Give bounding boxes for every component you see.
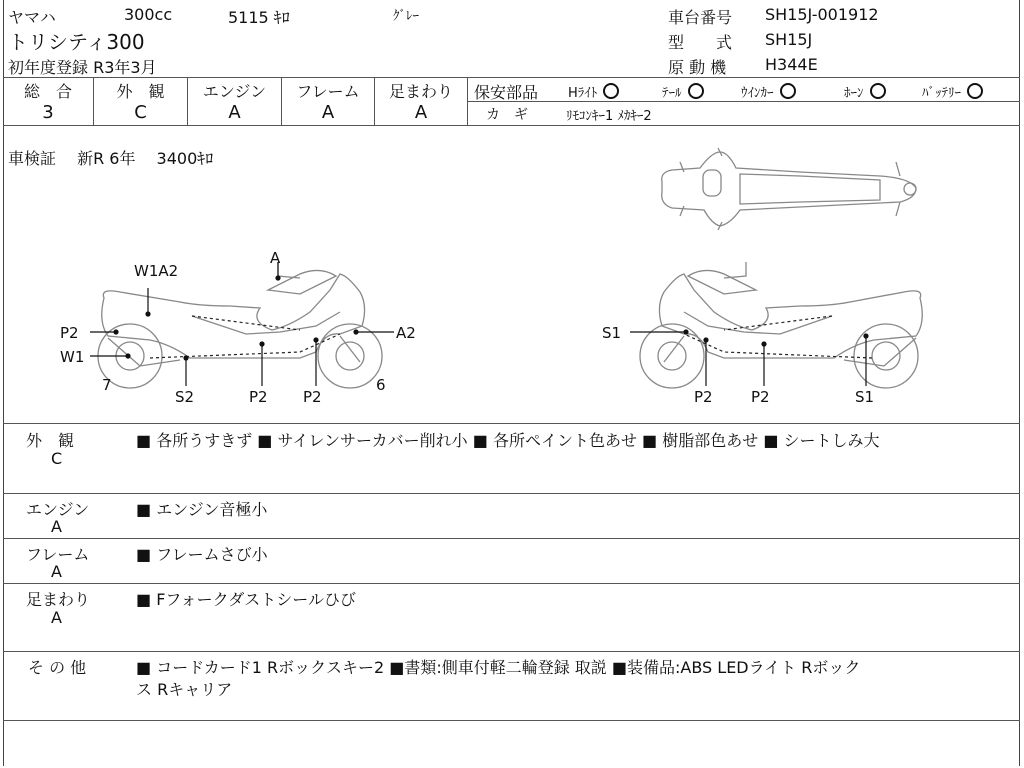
section-title-engine: エンジン xyxy=(26,500,90,519)
diagram-label: S1 xyxy=(602,324,622,342)
section-title-exterior: 外 観 xyxy=(26,431,75,450)
mileage: 5115 ｷﾛ xyxy=(228,8,290,27)
keys-label: カ ギ xyxy=(486,107,528,123)
safety-item-horn: ﾎｰﾝ xyxy=(844,82,886,101)
section-notes-other-line2: ス Rキャリア xyxy=(136,680,233,699)
color: ｸﾞﾚｰ xyxy=(393,9,419,24)
diagram-label: W1 xyxy=(60,348,85,366)
engine-value: H344E xyxy=(765,55,818,74)
type-label: 型 式 xyxy=(668,33,733,52)
safety-title: 保安部品 xyxy=(474,83,539,102)
keys-value: ﾘﾓｺﾝｷｰ1 ﾒｶｷｰ2 xyxy=(566,109,652,124)
diagram-label: P2 xyxy=(60,324,79,342)
section-title-suspension: 足まわり xyxy=(26,590,91,609)
diagram-label: P2 xyxy=(249,388,268,406)
ok-circle-icon xyxy=(870,83,886,99)
safety-item-headlight: Hﾗｲﾄ xyxy=(568,82,619,101)
safety-item-battery: ﾊﾞｯﾃﾘｰ xyxy=(922,82,983,101)
grade-label-exterior: 外 観 xyxy=(116,82,165,101)
grade-value-suspension: A xyxy=(414,102,428,123)
model-name: トリシティ300 xyxy=(8,30,145,54)
safety-item-tail: ﾃｰﾙ xyxy=(662,82,704,101)
grade-table-top xyxy=(3,77,1020,78)
maker: ヤマハ xyxy=(8,8,56,27)
diagram-label: S2 xyxy=(175,388,195,406)
frame-number: SH15J-001912 xyxy=(765,5,879,24)
damage-diagram xyxy=(0,126,1024,422)
diagram-label: 7 xyxy=(102,376,112,394)
section-notes-frame: ■ フレームさび小 xyxy=(136,545,268,564)
ok-circle-icon xyxy=(603,83,619,99)
ok-circle-icon xyxy=(780,83,796,99)
section-grade-suspension: A xyxy=(51,608,62,627)
grade-value-total: 3 xyxy=(42,102,54,123)
section-grade-exterior: C xyxy=(51,449,63,468)
right-view-scooter xyxy=(640,262,922,388)
diagram-label: 6 xyxy=(376,376,386,394)
diagram-label: P2 xyxy=(694,388,713,406)
diagram-label: S1 xyxy=(855,388,875,406)
section-notes-suspension: ■ Fフォークダストシールひび xyxy=(136,590,356,609)
section-title-frame: フレーム xyxy=(26,545,90,564)
top-view-scooter xyxy=(662,148,916,230)
section-notes-other-line1: ■ コードカード1 Rボックスキー2 ■書類:側車付軽二輪登録 取説 ■装備品:ABS LEDライト Rボック xyxy=(136,658,861,677)
diagram-label: A xyxy=(270,249,281,267)
diagram-label: A2 xyxy=(396,324,416,342)
diagram-label: P2 xyxy=(303,388,322,406)
safety-item-winker: ｳｲﾝｶｰ xyxy=(741,82,796,101)
grade-value-exterior: C xyxy=(134,102,147,123)
type-value: SH15J xyxy=(765,30,813,49)
ok-circle-icon xyxy=(967,83,983,99)
ok-circle-icon xyxy=(688,83,704,99)
grade-label-total: 総 合 xyxy=(23,82,72,101)
engine-label: 原 動 機 xyxy=(668,58,727,77)
section-notes-engine: ■ エンジン音極小 xyxy=(136,500,268,519)
section-notes-exterior: ■ 各所うすきず ■ サイレンサーカバー削れ小 ■ 各所ペイント色あせ ■ 樹脂部色あせ ■ シートしみ大 xyxy=(136,431,880,450)
grade-label-suspension: 足まわり xyxy=(388,82,453,101)
section-title-other: そ の 他 xyxy=(28,658,87,677)
grade-label-frame: フレーム xyxy=(296,82,360,101)
left-view-scooter xyxy=(98,262,382,388)
grade-label-engine: エンジン xyxy=(202,82,267,101)
section-grade-engine: A xyxy=(51,517,62,536)
diagram-label: W1A2 xyxy=(134,262,179,280)
frame-number-label: 車台番号 xyxy=(668,8,733,27)
displacement: 300cc xyxy=(124,5,173,24)
section-grade-frame: A xyxy=(51,562,62,581)
inspection-info: 車検証 新R 6年 3400ｷﾛ xyxy=(8,149,214,168)
grade-value-frame: A xyxy=(321,102,335,123)
safety-divider xyxy=(468,101,1020,102)
diagram-label: P2 xyxy=(751,388,770,406)
grade-value-engine: A xyxy=(228,102,241,123)
first-registration: 初年度登録 R3年3月 xyxy=(8,58,157,77)
